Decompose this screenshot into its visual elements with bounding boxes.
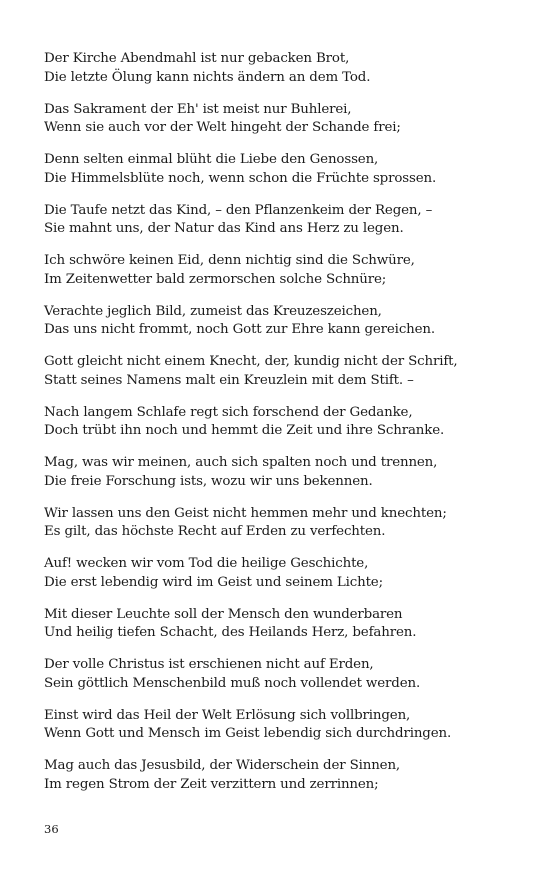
verse-line: Mag, was wir meinen, auch sich spalten noch und trennen, — [44, 455, 438, 470]
page-number: 36 — [44, 822, 59, 836]
verse-line: Einst wird das Heil der Welt Erlösung sich vollbringen, — [44, 707, 411, 723]
verse-line: Die Taufe netzt das Kind, – den Pflanzenkeim der Regen, – — [44, 202, 433, 218]
verse-line: Das uns nicht frommt, noch Gott zur Ehre kann gereichen. — [44, 322, 435, 337]
verse-line: Mag auch das Jesusbild, der Widerschein der Sinnen, — [44, 758, 401, 773]
verse-line: Im regen Strom der Zeit verzittern und zerrinnen; — [44, 776, 379, 792]
verse-line: Die letzte Ölung kann nichts ändern an dem Tod. — [44, 69, 371, 85]
stanza — [44, 353, 524, 390]
verse-line: Der Kirche Abendmahl ist nur gebacken Brot, — [44, 51, 350, 66]
stanza — [44, 454, 524, 491]
stanza — [44, 606, 524, 643]
stanza — [44, 757, 524, 794]
verse-line: Sie mahnt uns, der Natur das Kind ans Herz zu legen. — [44, 221, 404, 236]
stanza — [44, 707, 524, 744]
stanza — [44, 252, 524, 289]
verse-line: Denn selten einmal blüht die Liebe den Genossen, — [44, 152, 379, 167]
stanza — [44, 555, 524, 592]
verse-line: Statt seines Namens malt ein Kreuzlein mit dem Stift. – — [44, 372, 414, 388]
verse-line: Doch trübt ihn noch und hemmt die Zeit und ihre Schranke. — [44, 423, 445, 438]
stanza — [44, 101, 524, 138]
verse-line: Es gilt, das höchste Recht auf Erden zu verfechten. — [44, 524, 386, 539]
stanza — [44, 505, 524, 542]
verse-line: Sein göttlich Menschenbild muß noch vollendet werden. — [44, 675, 421, 691]
verse-line: Auf! wecken wir vom Tod die heilige Geschichte, — [44, 556, 369, 571]
verse-line: Und heilig tiefen Schacht, des Heilands Herz, befahren. — [44, 625, 417, 640]
stanza — [44, 303, 524, 340]
stanza — [44, 202, 524, 239]
verse-line: Die Himmelsblüte noch, wenn schon die Früchte sprossen. — [44, 170, 437, 186]
stanza — [44, 151, 524, 188]
verse-line: Der volle Christus ist erschienen nicht auf Erden, — [44, 657, 374, 672]
verse-line: Mit dieser Leuchte soll der Mensch den wunderbaren — [44, 606, 403, 622]
stanza — [44, 404, 524, 441]
verse-line: Das Sakrament der Eh' ist meist nur Buhlerei, — [44, 101, 352, 117]
verse-line: Verachte jeglich Bild, zumeist das Kreuzeszeichen, — [44, 303, 382, 319]
verse-line: Die erst lebendig wird im Geist und seinem Lichte; — [44, 574, 383, 590]
verse-line: Nach langem Schlafe regt sich forschend der Gedanke, — [44, 404, 413, 420]
verse-line: Wir lassen uns den Geist nicht hemmen mehr und knechten; — [44, 505, 447, 521]
verse-line: Gott gleicht nicht einem Knecht, der, kundig nicht der Schrift, — [44, 354, 458, 369]
verse-line: Im Zeitenwetter bald zermorschen solche Schnüre; — [44, 271, 387, 287]
poem-text — [44, 50, 524, 808]
stanza — [44, 50, 524, 87]
verse-line: Die freie Forschung ists, wozu wir uns bekennen. — [44, 473, 373, 489]
stanza — [44, 656, 524, 693]
verse-line: Ich schwöre keinen Eid, denn nichtig sind die Schwüre, — [44, 253, 415, 268]
verse-line: Wenn Gott und Mensch im Geist lebendig sich durchdringen. — [44, 726, 452, 741]
verse-line: Wenn sie auch vor der Welt hingeht der Schande frei; — [44, 120, 401, 135]
